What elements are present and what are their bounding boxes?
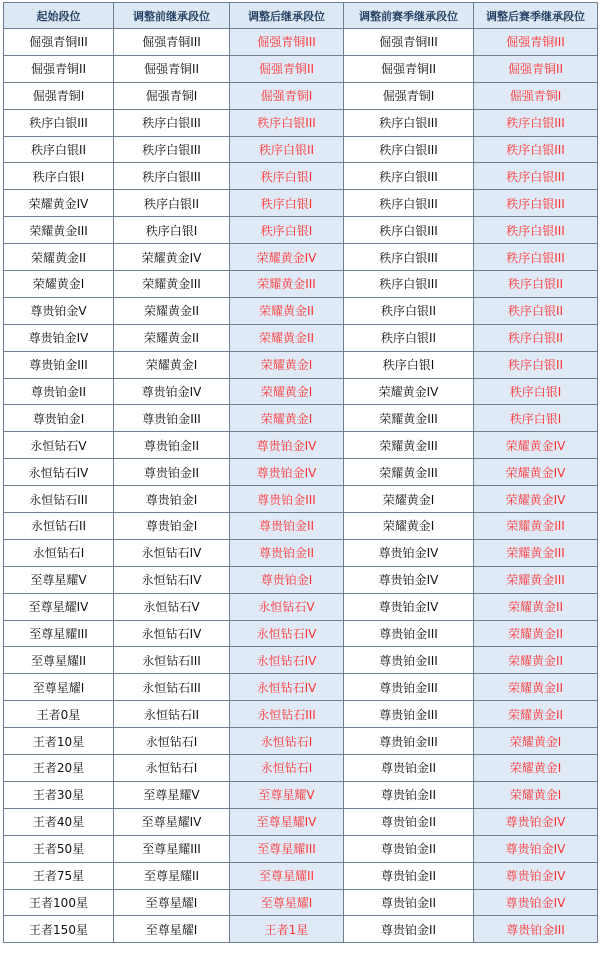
inherited-rank-after-cell: 倔强青铜III <box>230 29 344 56</box>
table-row <box>4 432 598 459</box>
inherited-rank-after-cell: 至尊星耀V <box>230 781 344 808</box>
inherited-rank-before-cell: 永恒钻石IV <box>114 539 230 566</box>
season-inherited-rank-before-cell: 尊贵铂金III <box>344 674 474 701</box>
inherited-rank-before-cell: 倔强青铜II <box>114 55 230 82</box>
table-row <box>4 513 598 540</box>
inherited-rank-before-cell: 荣耀黄金III <box>114 271 230 298</box>
inherited-rank-before-cell: 永恒钻石IV <box>114 620 230 647</box>
starting-rank-cell: 永恒钻石I <box>4 539 114 566</box>
inherited-rank-after-cell: 尊贵铂金II <box>230 539 344 566</box>
inherited-rank-before-cell: 至尊星耀V <box>114 781 230 808</box>
starting-rank-cell: 王者10星 <box>4 728 114 755</box>
inherited-rank-before-cell: 尊贵铂金II <box>114 459 230 486</box>
inherited-rank-after-cell: 永恒钻石I <box>230 755 344 782</box>
starting-rank-cell: 秩序白银I <box>4 163 114 190</box>
starting-rank-cell: 王者50星 <box>4 835 114 862</box>
season-inherited-rank-after-cell: 荣耀黄金II <box>474 593 598 620</box>
inherited-rank-after-cell: 至尊星耀II <box>230 862 344 889</box>
inherited-rank-before-cell: 至尊星耀I <box>114 889 230 916</box>
season-inherited-rank-after-cell: 尊贵铂金IV <box>474 808 598 835</box>
season-inherited-rank-before-cell: 尊贵铂金II <box>344 916 474 943</box>
table-row <box>4 539 598 566</box>
season-inherited-rank-after-cell: 尊贵铂金III <box>474 916 598 943</box>
starting-rank-cell: 王者20星 <box>4 755 114 782</box>
inherited-rank-before-cell: 永恒钻石III <box>114 647 230 674</box>
season-inherited-rank-after-cell: 秩序白银III <box>474 109 598 136</box>
season-inherited-rank-before-cell: 尊贵铂金III <box>344 728 474 755</box>
table-row <box>4 82 598 109</box>
inherited-rank-after-cell: 尊贵铂金IV <box>230 459 344 486</box>
inherited-rank-after-cell: 秩序白银I <box>230 163 344 190</box>
inherited-rank-after-cell: 秩序白银I <box>230 190 344 217</box>
starting-rank-cell: 尊贵铂金II <box>4 378 114 405</box>
inherited-rank-after-cell: 永恒钻石V <box>230 593 344 620</box>
season-inherited-rank-after-cell: 尊贵铂金IV <box>474 862 598 889</box>
inherited-rank-before-cell: 荣耀黄金I <box>114 351 230 378</box>
season-inherited-rank-after-cell: 秩序白银II <box>474 324 598 351</box>
starting-rank-cell: 尊贵铂金V <box>4 297 114 324</box>
table-row <box>4 566 598 593</box>
season-inherited-rank-before-cell: 荣耀黄金I <box>344 513 474 540</box>
season-inherited-rank-after-cell: 荣耀黄金III <box>474 513 598 540</box>
header-season-inherited-rank-before: 调整前赛季继承段位 <box>344 3 474 29</box>
season-inherited-rank-before-cell: 秩序白银III <box>344 244 474 271</box>
inherited-rank-before-cell: 至尊星耀II <box>114 862 230 889</box>
inherited-rank-after-cell: 至尊星耀I <box>230 889 344 916</box>
season-inherited-rank-before-cell: 尊贵铂金II <box>344 835 474 862</box>
inherited-rank-after-cell: 倔强青铜II <box>230 55 344 82</box>
inherited-rank-after-cell: 秩序白银I <box>230 217 344 244</box>
table-row <box>4 755 598 782</box>
table-row <box>4 808 598 835</box>
season-inherited-rank-after-cell: 荣耀黄金II <box>474 620 598 647</box>
inherited-rank-after-cell: 尊贵铂金I <box>230 566 344 593</box>
season-inherited-rank-before-cell: 倔强青铜I <box>344 82 474 109</box>
table-row <box>4 190 598 217</box>
table-row <box>4 29 598 56</box>
inherited-rank-before-cell: 荣耀黄金II <box>114 324 230 351</box>
season-inherited-rank-before-cell: 尊贵铂金IV <box>344 566 474 593</box>
season-inherited-rank-after-cell: 荣耀黄金I <box>474 755 598 782</box>
season-inherited-rank-after-cell: 尊贵铂金IV <box>474 889 598 916</box>
season-inherited-rank-before-cell: 秩序白银II <box>344 297 474 324</box>
inherited-rank-after-cell: 秩序白银II <box>230 136 344 163</box>
season-inherited-rank-before-cell: 秩序白银III <box>344 271 474 298</box>
header-starting-rank: 起始段位 <box>4 3 114 29</box>
season-inherited-rank-after-cell: 荣耀黄金IV <box>474 459 598 486</box>
inherited-rank-before-cell: 尊贵铂金I <box>114 486 230 513</box>
starting-rank-cell: 至尊星耀II <box>4 647 114 674</box>
season-inherited-rank-before-cell: 秩序白银I <box>344 351 474 378</box>
table-row <box>4 324 598 351</box>
starting-rank-cell: 王者40星 <box>4 808 114 835</box>
season-inherited-rank-before-cell: 荣耀黄金III <box>344 405 474 432</box>
inherited-rank-after-cell: 永恒钻石IV <box>230 620 344 647</box>
table-row <box>4 109 598 136</box>
season-inherited-rank-before-cell: 尊贵铂金II <box>344 755 474 782</box>
table-row <box>4 459 598 486</box>
season-inherited-rank-after-cell: 荣耀黄金I <box>474 728 598 755</box>
inherited-rank-after-cell: 尊贵铂金II <box>230 513 344 540</box>
inherited-rank-before-cell: 永恒钻石I <box>114 728 230 755</box>
starting-rank-cell: 倔强青铜II <box>4 55 114 82</box>
inherited-rank-after-cell: 王者1星 <box>230 916 344 943</box>
season-inherited-rank-before-cell: 秩序白银III <box>344 136 474 163</box>
season-inherited-rank-before-cell: 秩序白银III <box>344 163 474 190</box>
inherited-rank-after-cell: 至尊星耀III <box>230 835 344 862</box>
season-inherited-rank-after-cell: 荣耀黄金III <box>474 566 598 593</box>
starting-rank-cell: 永恒钻石II <box>4 513 114 540</box>
inherited-rank-after-cell: 至尊星耀IV <box>230 808 344 835</box>
starting-rank-cell: 荣耀黄金I <box>4 271 114 298</box>
season-inherited-rank-before-cell: 尊贵铂金II <box>344 862 474 889</box>
inherited-rank-before-cell: 秩序白银I <box>114 217 230 244</box>
inherited-rank-before-cell: 倔强青铜I <box>114 82 230 109</box>
season-inherited-rank-before-cell: 尊贵铂金III <box>344 620 474 647</box>
inherited-rank-before-cell: 尊贵铂金I <box>114 513 230 540</box>
season-inherited-rank-after-cell: 秩序白银III <box>474 190 598 217</box>
season-inherited-rank-before-cell: 尊贵铂金II <box>344 889 474 916</box>
header-season-inherited-rank-after: 调整后赛季继承段位 <box>474 3 598 29</box>
inherited-rank-after-cell: 永恒钻石IV <box>230 647 344 674</box>
season-inherited-rank-before-cell: 秩序白银III <box>344 190 474 217</box>
starting-rank-cell: 王者0星 <box>4 701 114 728</box>
table-row <box>4 728 598 755</box>
season-inherited-rank-after-cell: 秩序白银III <box>474 163 598 190</box>
season-inherited-rank-before-cell: 荣耀黄金I <box>344 486 474 513</box>
header-row <box>4 3 598 29</box>
season-inherited-rank-after-cell: 荣耀黄金II <box>474 647 598 674</box>
season-inherited-rank-before-cell: 荣耀黄金III <box>344 459 474 486</box>
season-inherited-rank-before-cell: 荣耀黄金III <box>344 432 474 459</box>
inherited-rank-before-cell: 至尊星耀I <box>114 916 230 943</box>
starting-rank-cell: 王者75星 <box>4 862 114 889</box>
starting-rank-cell: 秩序白银II <box>4 136 114 163</box>
table-row <box>4 674 598 701</box>
inherited-rank-before-cell: 倔强青铜III <box>114 29 230 56</box>
starting-rank-cell: 至尊星耀III <box>4 620 114 647</box>
season-inherited-rank-before-cell: 倔强青铜III <box>344 29 474 56</box>
table-row <box>4 55 598 82</box>
season-inherited-rank-after-cell: 尊贵铂金IV <box>474 835 598 862</box>
season-inherited-rank-after-cell: 倔强青铜II <box>474 55 598 82</box>
season-inherited-rank-before-cell: 秩序白银II <box>344 324 474 351</box>
table-row <box>4 217 598 244</box>
season-inherited-rank-after-cell: 秩序白银I <box>474 378 598 405</box>
table-row <box>4 647 598 674</box>
inherited-rank-after-cell: 倔强青铜I <box>230 82 344 109</box>
header-inherited-rank-before: 调整前继承段位 <box>114 3 230 29</box>
season-inherited-rank-before-cell: 尊贵铂金II <box>344 808 474 835</box>
starting-rank-cell: 倔强青铜III <box>4 29 114 56</box>
season-inherited-rank-after-cell: 荣耀黄金IV <box>474 432 598 459</box>
table-header <box>4 3 598 29</box>
inherited-rank-after-cell: 尊贵铂金IV <box>230 432 344 459</box>
table-body <box>4 29 598 943</box>
starting-rank-cell: 秩序白银III <box>4 109 114 136</box>
inherited-rank-after-cell: 永恒钻石IV <box>230 674 344 701</box>
inherited-rank-before-cell: 永恒钻石V <box>114 593 230 620</box>
inherited-rank-after-cell: 荣耀黄金I <box>230 405 344 432</box>
season-inherited-rank-after-cell: 秩序白银III <box>474 217 598 244</box>
starting-rank-cell: 荣耀黄金IV <box>4 190 114 217</box>
inherited-rank-before-cell: 尊贵铂金III <box>114 405 230 432</box>
season-inherited-rank-after-cell: 荣耀黄金IV <box>474 486 598 513</box>
table-row <box>4 351 598 378</box>
season-inherited-rank-before-cell: 尊贵铂金III <box>344 647 474 674</box>
starting-rank-cell: 王者150星 <box>4 916 114 943</box>
table-row <box>4 271 598 298</box>
inherited-rank-after-cell: 永恒钻石I <box>230 728 344 755</box>
table-row <box>4 297 598 324</box>
inherited-rank-before-cell: 尊贵铂金II <box>114 432 230 459</box>
inherited-rank-before-cell: 尊贵铂金IV <box>114 378 230 405</box>
inherited-rank-before-cell: 永恒钻石I <box>114 755 230 782</box>
starting-rank-cell: 至尊星耀IV <box>4 593 114 620</box>
starting-rank-cell: 永恒钻石IV <box>4 459 114 486</box>
season-inherited-rank-after-cell: 倔强青铜I <box>474 82 598 109</box>
inherited-rank-before-cell: 荣耀黄金IV <box>114 244 230 271</box>
inherited-rank-before-cell: 永恒钻石II <box>114 701 230 728</box>
starting-rank-cell: 王者30星 <box>4 781 114 808</box>
starting-rank-cell: 永恒钻石V <box>4 432 114 459</box>
table-row <box>4 862 598 889</box>
inherited-rank-before-cell: 至尊星耀IV <box>114 808 230 835</box>
inherited-rank-before-cell: 秩序白银III <box>114 163 230 190</box>
season-inherited-rank-before-cell: 秩序白银III <box>344 109 474 136</box>
starting-rank-cell: 尊贵铂金IV <box>4 324 114 351</box>
inherited-rank-after-cell: 荣耀黄金III <box>230 271 344 298</box>
inherited-rank-after-cell: 荣耀黄金II <box>230 324 344 351</box>
table-row <box>4 378 598 405</box>
inherited-rank-after-cell: 荣耀黄金I <box>230 351 344 378</box>
table-row <box>4 781 598 808</box>
table-row <box>4 701 598 728</box>
starting-rank-cell: 永恒钻石III <box>4 486 114 513</box>
table-row <box>4 835 598 862</box>
table-row <box>4 620 598 647</box>
season-inherited-rank-before-cell: 尊贵铂金IV <box>344 593 474 620</box>
season-inherited-rank-before-cell: 尊贵铂金IV <box>344 539 474 566</box>
season-inherited-rank-after-cell: 秩序白银I <box>474 405 598 432</box>
table-row <box>4 405 598 432</box>
table-row <box>4 244 598 271</box>
inherited-rank-before-cell: 荣耀黄金II <box>114 297 230 324</box>
inherited-rank-before-cell: 永恒钻石III <box>114 674 230 701</box>
starting-rank-cell: 至尊星耀I <box>4 674 114 701</box>
season-inherited-rank-after-cell: 秩序白银II <box>474 271 598 298</box>
season-inherited-rank-after-cell: 倔强青铜III <box>474 29 598 56</box>
season-inherited-rank-after-cell: 秩序白银II <box>474 351 598 378</box>
season-inherited-rank-before-cell: 尊贵铂金II <box>344 781 474 808</box>
season-inherited-rank-before-cell: 秩序白银III <box>344 217 474 244</box>
inherited-rank-before-cell: 至尊星耀III <box>114 835 230 862</box>
season-inherited-rank-before-cell: 荣耀黄金IV <box>344 378 474 405</box>
season-inherited-rank-after-cell: 荣耀黄金III <box>474 539 598 566</box>
inherited-rank-after-cell: 秩序白银III <box>230 109 344 136</box>
header-inherited-rank-after: 调整后继承段位 <box>230 3 344 29</box>
season-inherited-rank-after-cell: 秩序白银III <box>474 136 598 163</box>
season-inherited-rank-after-cell: 荣耀黄金I <box>474 781 598 808</box>
inherited-rank-after-cell: 荣耀黄金II <box>230 297 344 324</box>
inherited-rank-before-cell: 秩序白银III <box>114 109 230 136</box>
table-row <box>4 136 598 163</box>
inherited-rank-after-cell: 永恒钻石III <box>230 701 344 728</box>
inherited-rank-before-cell: 永恒钻石IV <box>114 566 230 593</box>
starting-rank-cell: 王者100星 <box>4 889 114 916</box>
inherited-rank-before-cell: 秩序白银II <box>114 190 230 217</box>
season-inherited-rank-after-cell: 荣耀黄金II <box>474 674 598 701</box>
inherited-rank-after-cell: 荣耀黄金IV <box>230 244 344 271</box>
table-row <box>4 486 598 513</box>
starting-rank-cell: 尊贵铂金I <box>4 405 114 432</box>
season-inherited-rank-before-cell: 倔强青铜II <box>344 55 474 82</box>
table-row <box>4 889 598 916</box>
table-row <box>4 163 598 190</box>
table-row <box>4 593 598 620</box>
starting-rank-cell: 尊贵铂金III <box>4 351 114 378</box>
season-inherited-rank-before-cell: 尊贵铂金III <box>344 701 474 728</box>
starting-rank-cell: 荣耀黄金II <box>4 244 114 271</box>
season-inherited-rank-after-cell: 秩序白银II <box>474 297 598 324</box>
starting-rank-cell: 至尊星耀V <box>4 566 114 593</box>
rank-inheritance-table <box>3 2 598 943</box>
inherited-rank-after-cell: 尊贵铂金III <box>230 486 344 513</box>
season-inherited-rank-after-cell: 秩序白银III <box>474 244 598 271</box>
inherited-rank-after-cell: 荣耀黄金I <box>230 378 344 405</box>
starting-rank-cell: 荣耀黄金III <box>4 217 114 244</box>
starting-rank-cell: 倔强青铜I <box>4 82 114 109</box>
season-inherited-rank-after-cell: 荣耀黄金II <box>474 701 598 728</box>
inherited-rank-before-cell: 秩序白银III <box>114 136 230 163</box>
table-row <box>4 916 598 943</box>
